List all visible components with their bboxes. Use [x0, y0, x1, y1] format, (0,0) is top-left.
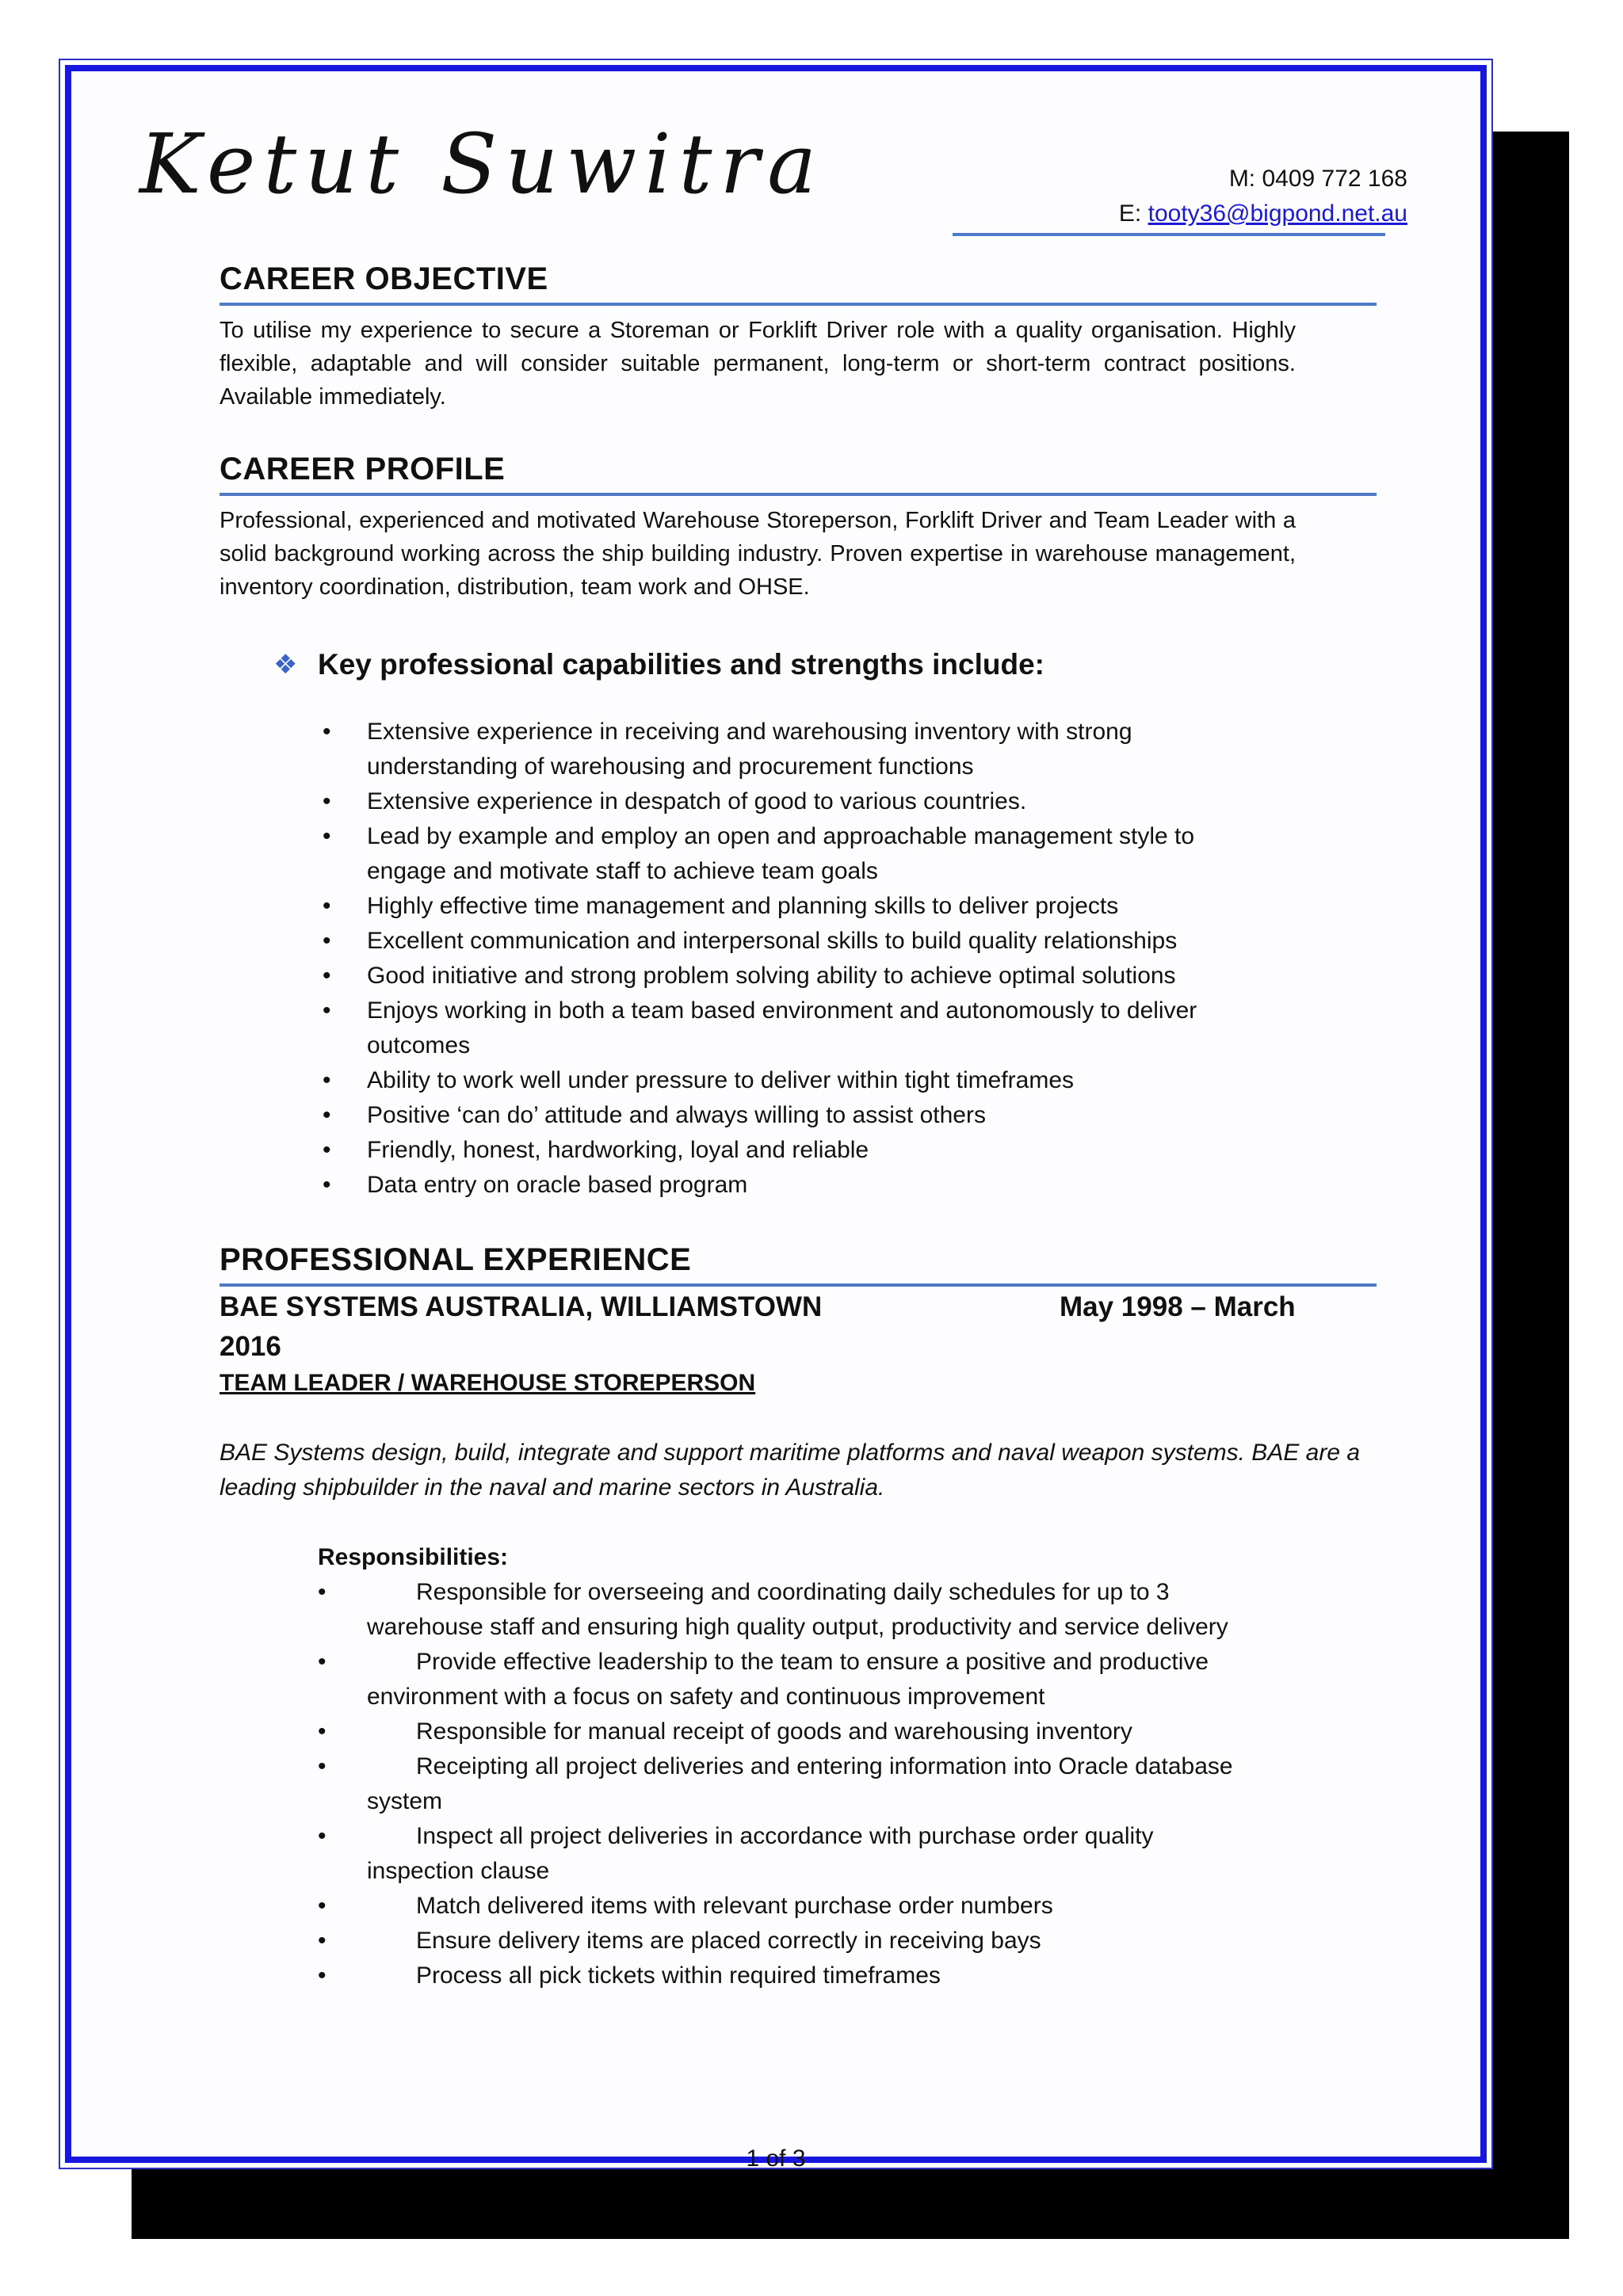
responsibilities-label: Responsibilities: — [318, 1544, 509, 1570]
capability-item — [220, 1098, 1278, 1133]
responsibility-text: Responsible for overseeing and coordinating daily schedules for up to 3 — [416, 1579, 1170, 1605]
capability-item — [220, 994, 1278, 1063]
bullet-icon: • — [318, 1753, 327, 1779]
responsibility-text: Provide effective leadership to the team to ensure a positive and productive — [416, 1649, 1209, 1675]
email-line — [1119, 196, 1407, 231]
job-title: TEAM LEADER / WAREHOUSE STOREPERSON — [220, 1370, 756, 1396]
responsibility-item — [220, 1749, 1302, 1819]
bullet-icon: • — [318, 1579, 327, 1605]
capability-text: Data entry on oracle based program — [367, 1172, 748, 1198]
section-divider — [220, 493, 1377, 496]
responsibility-item — [220, 1714, 1302, 1749]
bullet-icon: • — [323, 1067, 331, 1093]
bullet-icon: • — [323, 928, 331, 954]
bullet-icon: • — [318, 1823, 327, 1849]
responsibility-text-continued: environment with a focus on safety and continuous improvement — [367, 1684, 1045, 1710]
bullet-icon: • — [323, 719, 331, 745]
job-dates-continued: 2016 — [220, 1331, 281, 1362]
capability-text: Friendly, honest, hardworking, loyal and reliable — [367, 1137, 869, 1163]
capability-item — [220, 715, 1278, 784]
capability-item — [220, 959, 1278, 994]
responsibility-text: Process all pick tickets within required timeframes — [416, 1962, 941, 1989]
responsibility-item — [220, 1958, 1302, 1993]
resume-page — [59, 59, 1493, 2172]
job-company: BAE SYSTEMS AUSTRALIA, WILLIAMSTOWN — [220, 1291, 823, 1322]
responsibility-text: Match delivered items with relevant purchase order numbers — [416, 1893, 1053, 1919]
responsibility-item — [220, 1924, 1302, 1958]
responsibility-text: Receipting all project deliveries and entering information into Oracle database — [416, 1753, 1233, 1779]
job-company-line — [220, 1288, 1296, 1326]
responsibility-text: Ensure delivery items are placed correctly in receiving bays — [416, 1928, 1041, 1954]
mobile-number: M: 0409 772 168 — [1228, 166, 1407, 192]
page-number: 1 of 3 — [746, 2145, 806, 2172]
bullet-icon: • — [323, 893, 331, 919]
capability-text: Lead by example and employ an open and approachable management style to engage and motivate staff to achieve team goals — [367, 823, 1195, 884]
responsibility-text-continued: warehouse staff and ensuring high quality output, productivity and service delivery — [367, 1614, 1228, 1640]
capability-item — [220, 819, 1278, 889]
responsibility-item — [220, 1645, 1302, 1714]
capability-item — [220, 784, 1278, 819]
capability-text: Enjoys working in both a team based environment and autonomously to deliver outcomes — [367, 997, 1197, 1058]
resume-content — [220, 258, 1377, 1993]
bullet-icon: • — [323, 1137, 331, 1163]
bullet-icon: • — [318, 1893, 327, 1919]
responsibility-text-continued: inspection clause — [367, 1858, 550, 1884]
capability-item — [220, 1063, 1278, 1098]
capability-text: Extensive experience in receiving and warehousing inventory with strong understanding of warehousing and procurement functions — [367, 719, 1132, 780]
professional-experience-heading: PROFESSIONAL EXPERIENCE — [220, 1242, 692, 1277]
email-link[interactable]: tooty36@bigpond.net.au — [1148, 200, 1407, 227]
responsibility-item — [220, 1819, 1302, 1889]
key-capabilities-label: Key professional capabilities and strengths include: — [318, 648, 1044, 681]
responsibility-item — [220, 1575, 1302, 1645]
capability-item — [220, 1133, 1278, 1168]
capability-item — [220, 889, 1278, 924]
email-prefix: E: — [1118, 200, 1148, 227]
capability-item — [220, 924, 1278, 959]
responsibilities-list — [220, 1575, 1377, 1993]
responsibility-text-continued: system — [367, 1788, 443, 1814]
bullet-icon: • — [323, 997, 331, 1024]
candidate-name: Ketut Suwitra — [139, 116, 825, 212]
responsibility-text: Inspect all project deliveries in accordance with purchase order quality — [416, 1823, 1154, 1849]
capability-text: Positive ‘can do’ attitude and always willing to assist others — [367, 1102, 986, 1128]
key-capabilities-heading — [273, 648, 1377, 681]
section-divider — [220, 303, 1377, 306]
career-objective-text: To utilise my experience to secure a Storeman or Forklift Driver role with a quality organisation. Highly flexible, adaptable and will consider suitable permanent, long-term or short-term contract positions. Available immediately. — [220, 318, 1296, 410]
capability-item — [220, 1168, 1278, 1203]
responsibility-text: Responsible for manual receipt of goods and warehousing inventory — [416, 1718, 1132, 1745]
career-profile-heading: CAREER PROFILE — [220, 452, 506, 486]
bullet-icon: • — [318, 1649, 327, 1675]
bullet-icon: • — [323, 788, 331, 814]
section-divider — [220, 1283, 1377, 1287]
contact-divider — [953, 233, 1385, 236]
bullet-icon: • — [318, 1928, 327, 1954]
bullet-icon: • — [323, 1102, 331, 1128]
bullet-icon: • — [323, 1172, 331, 1198]
bullet-icon: • — [318, 1718, 327, 1745]
capability-text: Excellent communication and interpersonal skills to build quality relationships — [367, 928, 1178, 954]
company-description: BAE Systems design, build, integrate and support maritime platforms and naval weapon systems. BAE are a leading shipbuilder in the naval and marine sectors in Australia. — [220, 1440, 1361, 1501]
capability-text: Good initiative and strong problem solving ability to achieve optimal solutions — [367, 963, 1176, 989]
job-dates: May 1998 – March — [1060, 1291, 1296, 1322]
bullet-icon: • — [323, 963, 331, 989]
contact-block — [1119, 162, 1407, 231]
capability-text: Ability to work well under pressure to deliver within tight timeframes — [367, 1067, 1075, 1093]
capability-text: Extensive experience in despatch of good to various countries. — [367, 788, 1027, 814]
career-profile-text: Professional, experienced and motivated Warehouse Storeperson, Forklift Driver and Team Leader with a solid background working across the ship building industry. Proven expertise in warehouse management, inventory coordination, distribution, team work and OHSE. — [220, 508, 1296, 600]
responsibility-item — [220, 1889, 1302, 1924]
capability-text: Highly effective time management and planning skills to deliver projects — [367, 893, 1119, 919]
bullet-icon: • — [323, 823, 331, 849]
career-objective-heading: CAREER OBJECTIVE — [220, 261, 548, 296]
bullet-icon: • — [318, 1962, 327, 1989]
capabilities-list — [220, 715, 1377, 1203]
diamond-bullet-icon: ❖ — [273, 650, 298, 680]
